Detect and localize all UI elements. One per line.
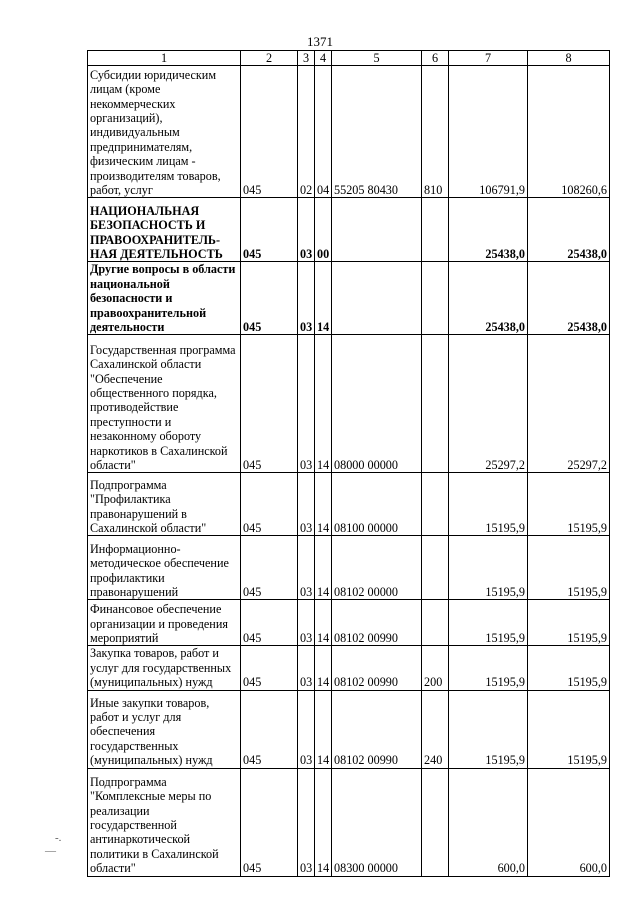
row-value-cell: 14 [315,690,332,768]
table-row [88,690,610,768]
table-row [88,198,610,262]
row-value-cell: 15195,9 [528,600,610,646]
row-value-cell: 240 [422,690,449,768]
scan-mark: -. [55,832,62,844]
row-value-cell: 045 [241,473,298,536]
row-name-cell: НАЦИОНАЛЬНАЯ БЕЗОПАСНОСТЬ И ПРАВООХРАНИТЕЛЬ-НАЯ ДЕЯТЕЛЬНОСТЬ [88,198,241,262]
row-value-cell: 14 [315,768,332,876]
header-cell: 3 [298,51,315,66]
row-name-cell: Подпрограмма "Комплексные меры по реализации государственной антинаркотической политики в Сахалинской области" [88,768,241,876]
header-cell: 2 [241,51,298,66]
table-row [88,768,610,876]
row-value-cell: 14 [315,600,332,646]
row-name-cell: Подпрограмма "Профилактика правонарушений в Сахалинской области" [88,473,241,536]
row-value-cell: 03 [298,600,315,646]
table-row [88,335,610,473]
table-row [88,536,610,600]
row-value-cell [422,536,449,600]
row-value-cell [422,335,449,473]
row-value-cell: 02 [298,66,315,198]
row-value-cell: 03 [298,690,315,768]
row-value-cell [422,473,449,536]
row-value-cell: 14 [315,262,332,335]
row-value-cell: 25438,0 [528,262,610,335]
row-value-cell: 15195,9 [528,536,610,600]
row-value-cell: 045 [241,690,298,768]
row-name-cell: Иные закупки товаров, работ и услуг для обеспечения государственных (муниципальных) нужд [88,690,241,768]
row-value-cell: 15195,9 [528,473,610,536]
row-value-cell: 25438,0 [449,262,528,335]
row-value-cell: 14 [315,646,332,690]
row-value-cell: 14 [315,335,332,473]
row-value-cell: 25438,0 [528,198,610,262]
header-cell: 1 [88,51,241,66]
row-value-cell: 600,0 [449,768,528,876]
header-row [88,51,610,66]
table-row [88,473,610,536]
row-value-cell: 045 [241,536,298,600]
header-cell: 8 [528,51,610,66]
row-value-cell [422,768,449,876]
row-value-cell: 15195,9 [528,646,610,690]
row-value-cell: 08102 00990 [332,600,422,646]
row-value-cell: 04 [315,66,332,198]
row-value-cell: 15195,9 [449,600,528,646]
row-value-cell: 08100 00000 [332,473,422,536]
scan-mark: — [45,845,56,857]
row-value-cell [332,198,422,262]
header-cell: 5 [332,51,422,66]
budget-table [87,50,610,877]
row-name-cell: Информационно-методическое обеспечение профилактики правонарушений [88,536,241,600]
row-value-cell [422,600,449,646]
row-name-cell: Государственная программа Сахалинской области "Обеспечение общественного порядка, противодействие преступности и незаконному обороту наркотиков в Сахалинской области" [88,335,241,473]
row-value-cell: 03 [298,768,315,876]
row-value-cell: 15195,9 [528,690,610,768]
row-value-cell: 00 [315,198,332,262]
row-value-cell: 045 [241,600,298,646]
row-value-cell: 045 [241,646,298,690]
row-value-cell: 03 [298,646,315,690]
row-value-cell: 14 [315,536,332,600]
table-row [88,262,610,335]
row-value-cell: 045 [241,768,298,876]
row-value-cell: 25438,0 [449,198,528,262]
row-value-cell: 25297,2 [449,335,528,473]
row-value-cell: 045 [241,66,298,198]
row-name-cell: Закупка товаров, работ и услуг для государственных (муниципальных) нужд [88,646,241,690]
header-cell: 4 [315,51,332,66]
row-name-cell: Финансовое обеспечение организации и проведения мероприятий [88,600,241,646]
table-row [88,646,610,690]
row-value-cell: 15195,9 [449,473,528,536]
row-value-cell: 045 [241,335,298,473]
row-value-cell: 108260,6 [528,66,610,198]
row-value-cell: 045 [241,262,298,335]
row-value-cell: 045 [241,198,298,262]
table-row [88,66,610,198]
row-value-cell: 08300 00000 [332,768,422,876]
row-value-cell: 08102 00990 [332,690,422,768]
row-value-cell: 08102 00990 [332,646,422,690]
header-cell: 7 [449,51,528,66]
row-value-cell: 106791,9 [449,66,528,198]
row-value-cell: 08102 00000 [332,536,422,600]
row-value-cell: 03 [298,473,315,536]
row-value-cell: 03 [298,536,315,600]
row-value-cell: 810 [422,66,449,198]
row-value-cell: 600,0 [528,768,610,876]
row-value-cell: 15195,9 [449,536,528,600]
row-value-cell: 03 [298,262,315,335]
row-value-cell [422,198,449,262]
row-value-cell: 55205 80430 [332,66,422,198]
table-row [88,600,610,646]
row-value-cell: 03 [298,198,315,262]
row-value-cell: 15195,9 [449,646,528,690]
page-number: 1371 [307,34,333,49]
row-value-cell: 200 [422,646,449,690]
row-value-cell: 25297,2 [528,335,610,473]
row-value-cell: 08000 00000 [332,335,422,473]
row-value-cell: 03 [298,335,315,473]
row-name-cell: Другие вопросы в области национальной безопасности и правоохранительной деятельности [88,262,241,335]
row-value-cell [332,262,422,335]
header-cell: 6 [422,51,449,66]
row-value-cell [422,262,449,335]
row-value-cell: 14 [315,473,332,536]
row-value-cell: 15195,9 [449,690,528,768]
row-name-cell: Субсидии юридическим лицам (кроме некоммерческих организаций), индивидуальным предпринимателям, физическим лицам - производителям товаров, работ, услуг [88,66,241,198]
